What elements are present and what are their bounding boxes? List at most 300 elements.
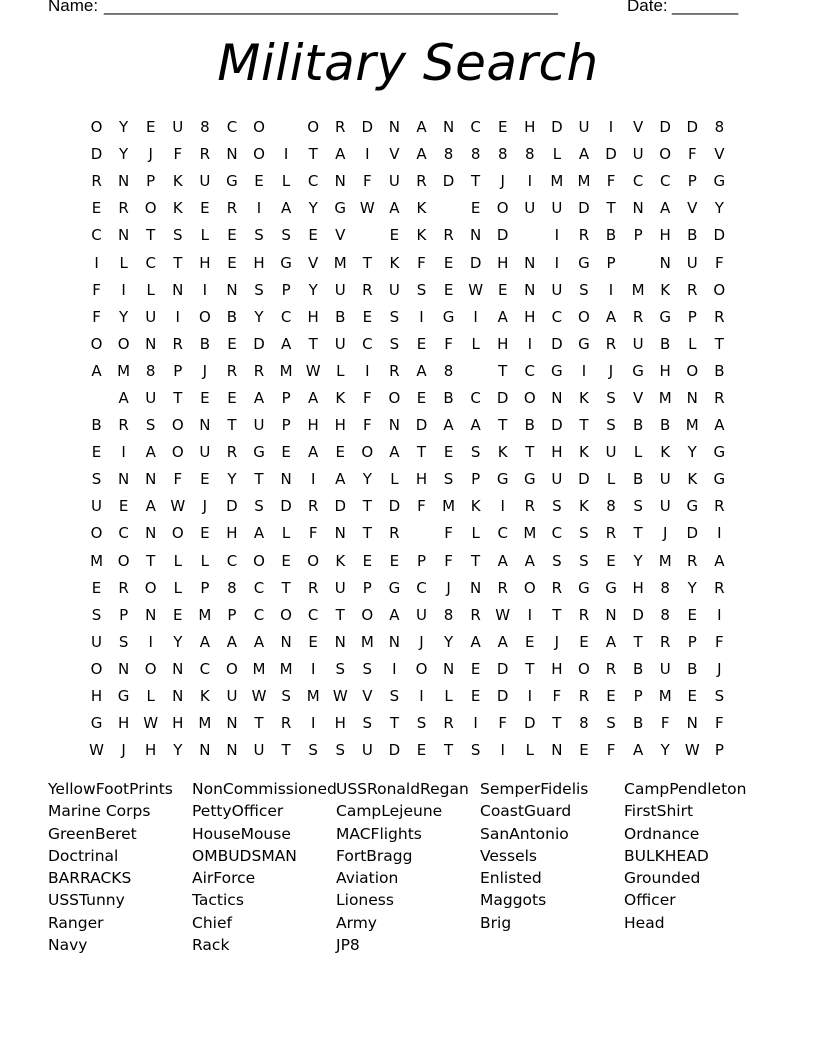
grid-cell[interactable]: D (686, 118, 699, 137)
grid-cell[interactable]: M (658, 687, 672, 706)
grid-cell[interactable]: C (307, 172, 319, 191)
grid-cell[interactable]: M (658, 388, 672, 407)
grid-cell[interactable]: S (416, 714, 427, 733)
grid-cell[interactable]: U (253, 741, 265, 760)
grid-cell[interactable]: R (362, 280, 373, 299)
grid-cell[interactable]: R (118, 578, 129, 597)
grid-cell[interactable]: T (308, 334, 318, 353)
grid-cell[interactable]: R (714, 578, 725, 597)
grid-cell[interactable]: P (471, 470, 481, 489)
grid-cell[interactable]: B (632, 416, 644, 435)
grid-cell[interactable]: H (632, 578, 644, 597)
grid-cell[interactable]: E (416, 334, 427, 353)
grid-cell[interactable]: N (334, 172, 346, 191)
grid-cell[interactable]: N (145, 334, 157, 353)
grid-cell[interactable]: L (281, 172, 291, 191)
grid-cell[interactable]: U (578, 118, 590, 137)
grid-cell[interactable]: E (91, 578, 102, 597)
grid-cell[interactable]: G (388, 578, 401, 597)
grid-cell[interactable]: E (200, 524, 210, 543)
grid-cell[interactable]: P (146, 172, 156, 191)
grid-cell[interactable]: G (713, 470, 726, 489)
grid-cell[interactable]: D (253, 334, 265, 353)
grid-cell[interactable]: G (578, 334, 590, 353)
grid-cell[interactable]: E (308, 226, 318, 245)
grid-cell[interactable]: I (283, 145, 289, 164)
grid-cell[interactable]: N (686, 714, 698, 733)
grid-cell[interactable]: L (471, 524, 480, 543)
grid-cell[interactable]: P (362, 578, 372, 597)
grid-cell[interactable]: S (281, 687, 291, 706)
grid-cell[interactable]: F (660, 714, 670, 733)
grid-cell[interactable]: O (198, 307, 211, 326)
grid-cell[interactable]: N (145, 605, 157, 624)
grid-cell[interactable]: E (200, 470, 210, 489)
grid-cell[interactable]: P (227, 605, 237, 624)
grid-cell[interactable]: F (363, 172, 372, 191)
grid-cell[interactable]: M (631, 280, 645, 299)
grid-cell[interactable]: I (527, 334, 532, 353)
grid-cell[interactable]: N (442, 118, 455, 137)
grid-cell[interactable]: G (605, 578, 617, 597)
grid-cell[interactable]: S (254, 226, 264, 245)
grid-cell[interactable]: L (146, 280, 155, 299)
grid-cell[interactable]: Y (119, 145, 129, 164)
grid-cell[interactable]: C (253, 578, 265, 597)
grid-cell[interactable]: C (470, 118, 481, 137)
grid-cell[interactable]: R (226, 361, 238, 380)
grid-cell[interactable]: L (688, 334, 697, 353)
grid-cell[interactable]: L (336, 361, 345, 380)
grid-cell[interactable]: A (497, 551, 508, 570)
grid-cell[interactable]: H (334, 416, 346, 435)
grid-cell[interactable]: D (551, 416, 563, 435)
grid-cell[interactable]: C (659, 172, 671, 191)
grid-cell[interactable]: S (91, 605, 102, 624)
grid-cell[interactable]: A (470, 632, 481, 651)
grid-cell[interactable]: D (388, 741, 401, 760)
grid-cell[interactable]: N (172, 659, 184, 678)
grid-cell[interactable]: O (307, 118, 320, 137)
grid-cell[interactable]: K (470, 497, 481, 516)
grid-cell[interactable]: H (253, 253, 265, 272)
grid-cell[interactable]: O (144, 578, 157, 597)
grid-cell[interactable]: O (144, 659, 157, 678)
grid-cell[interactable]: I (175, 307, 180, 326)
grid-cell[interactable]: K (172, 172, 183, 191)
grid-cell[interactable]: R (389, 361, 400, 380)
grid-cell[interactable]: M (685, 416, 699, 435)
grid-cell[interactable]: T (389, 714, 399, 733)
grid-cell[interactable]: E (227, 388, 237, 407)
grid-cell[interactable]: T (416, 443, 427, 462)
grid-cell[interactable]: C (280, 307, 292, 326)
grid-cell[interactable]: E (173, 605, 183, 624)
grid-cell[interactable]: 8 (443, 145, 454, 164)
grid-cell[interactable]: H (524, 118, 536, 137)
grid-cell[interactable]: R (687, 551, 698, 570)
grid-cell[interactable]: D (496, 388, 509, 407)
grid-cell[interactable]: U (172, 118, 184, 137)
grid-cell[interactable]: P (633, 226, 643, 245)
grid-cell[interactable]: M (360, 632, 374, 651)
grid-cell[interactable]: B (335, 307, 346, 326)
grid-cell[interactable]: R (714, 497, 725, 516)
grid-cell[interactable]: E (443, 280, 454, 299)
grid-cell[interactable]: U (199, 443, 211, 462)
grid-cell[interactable]: R (632, 307, 644, 326)
grid-cell[interactable]: R (389, 524, 400, 543)
grid-cell[interactable]: B (632, 714, 644, 733)
grid-cell[interactable]: B (632, 659, 644, 678)
grid-cell[interactable]: C (416, 578, 427, 597)
grid-cell[interactable]: D (632, 605, 644, 624)
grid-cell[interactable]: E (687, 605, 697, 624)
grid-cell[interactable]: L (471, 334, 480, 353)
grid-cell[interactable]: P (416, 551, 426, 570)
grid-cell[interactable]: F (498, 714, 508, 733)
grid-cell[interactable]: Y (714, 199, 724, 218)
date-field[interactable]: _______ (672, 0, 739, 15)
grid-cell[interactable]: E (200, 199, 210, 218)
grid-cell[interactable]: I (94, 253, 99, 272)
grid-cell[interactable]: R (605, 524, 617, 543)
grid-cell[interactable]: R (199, 145, 211, 164)
grid-cell[interactable]: O (117, 551, 130, 570)
grid-cell[interactable]: U (551, 280, 563, 299)
grid-cell[interactable]: D (415, 416, 428, 435)
grid-cell[interactable]: A (497, 632, 508, 651)
grid-cell[interactable]: E (227, 226, 237, 245)
grid-cell[interactable]: G (226, 172, 238, 191)
grid-cell[interactable]: N (172, 687, 184, 706)
grid-cell[interactable]: K (579, 497, 589, 516)
grid-cell[interactable]: Y (362, 470, 372, 489)
grid-cell[interactable]: U (686, 253, 698, 272)
grid-cell[interactable]: T (227, 416, 237, 435)
grid-cell[interactable]: M (117, 361, 131, 380)
grid-cell[interactable]: A (335, 470, 346, 489)
grid-cell[interactable]: I (554, 253, 560, 272)
grid-cell[interactable]: N (226, 741, 238, 760)
grid-cell[interactable]: B (687, 659, 698, 678)
grid-cell[interactable]: I (527, 172, 532, 191)
grid-cell[interactable]: F (173, 470, 183, 489)
grid-cell[interactable]: J (148, 145, 153, 164)
grid-cell[interactable]: 8 (227, 578, 237, 597)
grid-cell[interactable]: E (606, 687, 616, 706)
grid-cell[interactable]: T (335, 605, 345, 624)
grid-cell[interactable]: R (687, 280, 698, 299)
grid-cell[interactable]: J (500, 172, 505, 191)
grid-cell[interactable]: 8 (497, 145, 508, 164)
grid-cell[interactable]: G (551, 361, 563, 380)
grid-cell[interactable]: S (362, 659, 373, 678)
grid-cell[interactable]: T (362, 253, 372, 272)
grid-cell[interactable]: A (714, 551, 725, 570)
grid-cell[interactable]: I (310, 659, 316, 678)
grid-cell[interactable]: S (470, 741, 481, 760)
grid-cell[interactable]: I (310, 714, 316, 733)
grid-cell[interactable]: B (226, 307, 238, 326)
grid-cell[interactable]: O (90, 118, 103, 137)
grid-cell[interactable]: L (146, 687, 155, 706)
grid-cell[interactable]: P (633, 687, 643, 706)
grid-cell[interactable]: G (253, 443, 265, 462)
grid-cell[interactable]: S (606, 416, 616, 435)
grid-cell[interactable]: P (687, 632, 697, 651)
grid-cell[interactable]: B (660, 416, 671, 435)
grid-cell[interactable]: S (443, 470, 454, 489)
grid-cell[interactable]: U (91, 497, 103, 516)
grid-cell[interactable]: M (279, 659, 293, 678)
grid-cell[interactable]: 8 (470, 145, 481, 164)
grid-cell[interactable]: U (253, 416, 265, 435)
grid-cell[interactable]: T (525, 443, 535, 462)
grid-cell[interactable]: H (551, 443, 563, 462)
grid-cell[interactable]: A (118, 388, 129, 407)
grid-cell[interactable]: W (684, 741, 700, 760)
grid-cell[interactable]: D (713, 226, 726, 245)
grid-cell[interactable]: R (659, 632, 671, 651)
grid-cell[interactable]: O (578, 659, 590, 678)
grid-cell[interactable]: F (92, 280, 101, 299)
grid-cell[interactable]: R (226, 199, 238, 218)
grid-cell[interactable]: E (416, 741, 427, 760)
grid-cell[interactable]: Y (308, 199, 318, 218)
grid-cell[interactable]: N (199, 741, 211, 760)
grid-cell[interactable]: C (551, 307, 563, 326)
grid-cell[interactable]: R (605, 334, 617, 353)
grid-cell[interactable]: N (551, 741, 563, 760)
grid-cell[interactable]: 8 (579, 714, 589, 733)
grid-cell[interactable]: S (579, 524, 589, 543)
grid-cell[interactable]: N (470, 226, 482, 245)
grid-cell[interactable]: H (415, 470, 428, 489)
grid-cell[interactable]: E (362, 551, 373, 570)
grid-cell[interactable]: C (226, 551, 238, 570)
grid-cell[interactable]: R (118, 199, 129, 218)
grid-cell[interactable]: A (470, 416, 481, 435)
grid-cell[interactable]: A (660, 199, 671, 218)
grid-cell[interactable]: U (659, 497, 671, 516)
grid-cell[interactable]: F (417, 253, 426, 272)
grid-cell[interactable]: T (173, 253, 183, 272)
grid-cell[interactable]: H (659, 226, 671, 245)
grid-cell[interactable]: N (118, 659, 130, 678)
grid-cell[interactable]: L (173, 551, 182, 570)
grid-cell[interactable]: B (91, 416, 102, 435)
grid-cell[interactable]: I (527, 687, 532, 706)
grid-cell[interactable]: W (251, 687, 267, 706)
grid-cell[interactable]: K (579, 388, 589, 407)
grid-cell[interactable]: W (468, 280, 484, 299)
grid-cell[interactable]: B (524, 416, 535, 435)
grid-cell[interactable]: T (606, 199, 616, 218)
grid-cell[interactable]: V (632, 118, 644, 137)
grid-cell[interactable]: R (307, 497, 319, 516)
grid-cell[interactable]: F (715, 714, 724, 733)
grid-cell[interactable]: K (199, 687, 210, 706)
grid-cell[interactable]: S (173, 226, 183, 245)
grid-cell[interactable]: W (305, 361, 321, 380)
grid-cell[interactable]: A (632, 741, 644, 760)
grid-cell[interactable]: A (389, 605, 400, 624)
grid-cell[interactable]: Y (687, 578, 697, 597)
grid-cell[interactable]: F (363, 388, 372, 407)
grid-cell[interactable]: V (632, 388, 644, 407)
grid-cell[interactable]: R (416, 172, 427, 191)
grid-cell[interactable]: E (227, 253, 237, 272)
grid-cell[interactable]: E (335, 443, 345, 462)
grid-cell[interactable]: O (253, 551, 265, 570)
grid-cell[interactable]: B (199, 334, 210, 353)
grid-cell[interactable]: R (226, 443, 238, 462)
grid-cell[interactable]: T (552, 714, 562, 733)
grid-cell[interactable]: I (473, 307, 478, 326)
grid-cell[interactable]: B (660, 334, 671, 353)
grid-cell[interactable]: L (281, 524, 291, 543)
grid-cell[interactable]: D (361, 118, 374, 137)
grid-cell[interactable]: L (119, 253, 128, 272)
grid-cell[interactable]: F (606, 172, 616, 191)
grid-cell[interactable]: G (496, 470, 509, 489)
grid-cell[interactable]: T (714, 334, 724, 353)
grid-cell[interactable]: R (118, 416, 129, 435)
grid-cell[interactable]: F (173, 145, 183, 164)
grid-cell[interactable]: D (551, 118, 563, 137)
grid-cell[interactable]: H (145, 741, 157, 760)
grid-cell[interactable]: I (256, 199, 262, 218)
grid-cell[interactable]: F (552, 687, 562, 706)
grid-cell[interactable]: U (334, 578, 346, 597)
grid-cell[interactable]: O (253, 118, 265, 137)
grid-cell[interactable]: A (416, 145, 427, 164)
grid-cell[interactable]: S (579, 280, 589, 299)
grid-cell[interactable]: A (389, 443, 400, 462)
grid-cell[interactable]: O (171, 524, 184, 543)
grid-cell[interactable]: O (226, 659, 238, 678)
grid-cell[interactable]: N (334, 524, 346, 543)
grid-cell[interactable]: R (91, 172, 102, 191)
grid-cell[interactable]: S (389, 334, 400, 353)
grid-cell[interactable]: K (416, 199, 427, 218)
grid-cell[interactable]: 8 (443, 361, 454, 380)
grid-cell[interactable]: E (416, 388, 427, 407)
grid-cell[interactable]: R (578, 687, 590, 706)
grid-cell[interactable]: D (551, 334, 563, 353)
grid-cell[interactable]: D (388, 497, 401, 516)
grid-cell[interactable]: M (523, 524, 537, 543)
grid-cell[interactable]: C (226, 118, 238, 137)
grid-cell[interactable]: N (118, 172, 130, 191)
grid-cell[interactable]: T (443, 741, 454, 760)
grid-cell[interactable]: V (687, 199, 698, 218)
grid-cell[interactable]: N (388, 416, 401, 435)
grid-cell[interactable]: K (172, 199, 183, 218)
grid-cell[interactable]: C (632, 172, 644, 191)
grid-cell[interactable]: M (198, 714, 212, 733)
grid-cell[interactable]: I (121, 443, 126, 462)
grid-cell[interactable]: O (361, 605, 374, 624)
grid-cell[interactable]: U (551, 199, 563, 218)
grid-cell[interactable]: P (714, 741, 724, 760)
grid-cell[interactable]: 8 (714, 118, 725, 137)
grid-cell[interactable]: G (117, 687, 130, 706)
grid-cell[interactable]: D (578, 199, 590, 218)
grid-cell[interactable]: C (91, 226, 102, 245)
grid-cell[interactable]: E (525, 632, 535, 651)
grid-cell[interactable]: P (119, 605, 129, 624)
grid-cell[interactable]: N (524, 253, 536, 272)
grid-cell[interactable]: J (554, 632, 560, 651)
grid-cell[interactable]: O (171, 416, 184, 435)
grid-cell[interactable]: T (498, 416, 508, 435)
grid-cell[interactable]: H (90, 687, 103, 706)
grid-cell[interactable]: N (388, 118, 401, 137)
grid-cell[interactable]: U (226, 687, 238, 706)
grid-cell[interactable]: O (90, 334, 103, 353)
grid-cell[interactable]: W (359, 199, 375, 218)
grid-cell[interactable]: E (470, 687, 481, 706)
grid-cell[interactable]: E (362, 307, 373, 326)
grid-cell[interactable]: T (471, 172, 481, 191)
grid-cell[interactable]: S (145, 416, 156, 435)
grid-cell[interactable]: O (415, 659, 428, 678)
grid-cell[interactable]: O (686, 361, 699, 380)
grid-cell[interactable]: O (171, 443, 184, 462)
grid-cell[interactable]: R (443, 714, 454, 733)
grid-cell[interactable]: A (253, 632, 265, 651)
grid-cell[interactable]: D (442, 172, 455, 191)
grid-cell[interactable]: D (496, 226, 509, 245)
grid-cell[interactable]: I (121, 280, 126, 299)
grid-cell[interactable]: U (659, 659, 671, 678)
grid-cell[interactable]: N (551, 388, 563, 407)
grid-cell[interactable]: T (254, 470, 264, 489)
grid-cell[interactable]: A (145, 497, 156, 516)
grid-cell[interactable]: 8 (200, 118, 210, 137)
grid-cell[interactable]: S (606, 714, 616, 733)
grid-cell[interactable]: E (308, 632, 318, 651)
grid-cell[interactable]: F (444, 334, 453, 353)
grid-cell[interactable]: N (226, 714, 238, 733)
grid-cell[interactable]: N (118, 470, 130, 489)
grid-cell[interactable]: F (363, 416, 372, 435)
grid-cell[interactable]: P (687, 172, 697, 191)
grid-cell[interactable]: A (253, 388, 265, 407)
grid-cell[interactable]: T (146, 551, 156, 570)
grid-cell[interactable]: N (470, 578, 482, 597)
grid-cell[interactable]: E (281, 443, 291, 462)
grid-cell[interactable]: E (579, 632, 589, 651)
grid-cell[interactable]: L (552, 145, 562, 164)
grid-cell[interactable]: J (662, 524, 668, 543)
grid-cell[interactable]: P (606, 253, 616, 272)
name-field[interactable]: ________________________________________________ (104, 0, 558, 15)
grid-cell[interactable]: O (144, 199, 157, 218)
grid-cell[interactable]: T (498, 361, 508, 380)
grid-cell[interactable]: 8 (660, 578, 670, 597)
grid-cell[interactable]: T (552, 605, 562, 624)
grid-cell[interactable]: R (524, 497, 535, 516)
grid-cell[interactable]: P (200, 578, 210, 597)
grid-cell[interactable]: I (717, 524, 722, 543)
grid-cell[interactable]: R (280, 714, 292, 733)
grid-cell[interactable]: R (551, 578, 563, 597)
grid-cell[interactable]: A (280, 334, 292, 353)
grid-cell[interactable]: K (335, 388, 346, 407)
